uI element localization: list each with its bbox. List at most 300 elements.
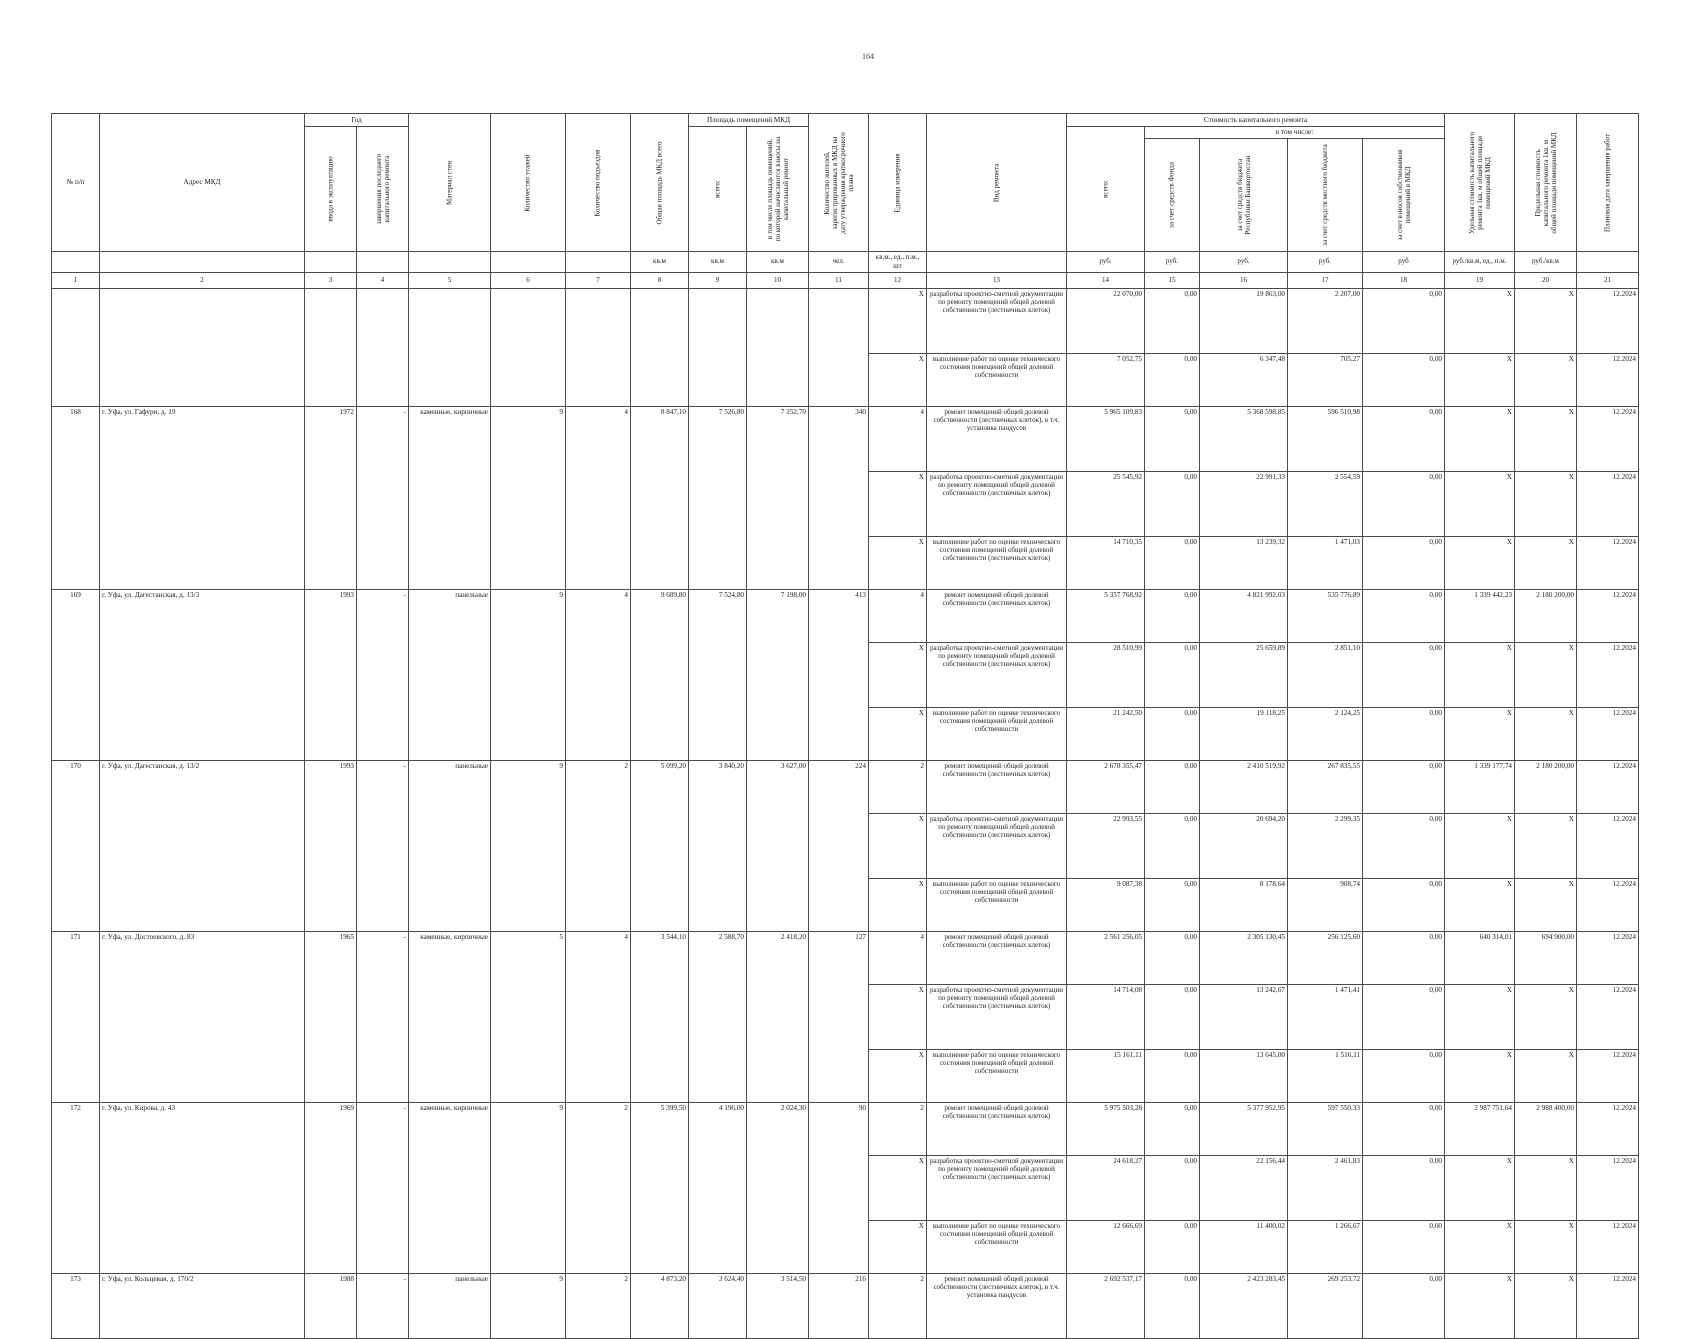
- work-unit: X: [869, 642, 927, 707]
- header-cost-total: всего:: [1067, 127, 1145, 252]
- cost-fund: 0,00: [1145, 288, 1200, 353]
- unit-cost: X: [1445, 288, 1515, 353]
- wall-material: каменные, кирпичные: [409, 1102, 491, 1273]
- house-number: 171: [52, 931, 100, 1102]
- cost-republic: 5 368 598,85: [1200, 406, 1288, 471]
- wall-material: панельные: [409, 1273, 491, 1338]
- house-address: г. Уфа, ул. Кирова, д. 43: [100, 1102, 305, 1273]
- cost-republic: 6 347,48: [1200, 353, 1288, 406]
- work-unit: 4: [869, 931, 927, 984]
- year-last-repair: -: [357, 406, 409, 589]
- limit-cost: X: [1515, 1049, 1577, 1102]
- premises-owned: 2 024,30: [747, 1102, 809, 1273]
- cost-total: 28 510,99: [1067, 642, 1145, 707]
- work-name: ремонт помещений общей долевой собственности (лестничных клеток): [927, 1102, 1067, 1155]
- column-number: 7: [566, 272, 631, 288]
- cost-owners: 0,00: [1363, 288, 1445, 353]
- floors-count: 5: [491, 931, 566, 1102]
- header-entrances: Количество подъездов: [566, 114, 631, 252]
- year-commission: 1993: [305, 760, 357, 931]
- header-year-last-repair: завершения последнего капитального ремонта: [357, 127, 409, 252]
- house-address: г. Уфа, ул. Достоевского, д. 83: [100, 931, 305, 1102]
- header-wall-material: Материал стен: [409, 114, 491, 252]
- house-number: 168: [52, 406, 100, 589]
- plan-date: 12.2024: [1577, 288, 1639, 353]
- residents-count: 127: [809, 931, 869, 1102]
- column-number: 12: [869, 272, 927, 288]
- work-unit: 2: [869, 1102, 927, 1155]
- work-name: выполнение работ по оценке технического состояния помещений общей долевой собственности: [927, 1220, 1067, 1273]
- table-row: [52, 406, 1639, 471]
- cost-fund: 0,00: [1145, 760, 1200, 813]
- premises-total: 7 526,80: [689, 406, 747, 589]
- cost-fund: 0,00: [1145, 984, 1200, 1049]
- cost-total: 22 993,55: [1067, 813, 1145, 878]
- cost-total: 7 052,75: [1067, 353, 1145, 406]
- cost-local: 535 776,89: [1288, 589, 1363, 642]
- plan-date: 12.2024: [1577, 1049, 1639, 1102]
- column-number: 6: [491, 272, 566, 288]
- cost-total: 22 070,00: [1067, 288, 1145, 353]
- house-address: г. Уфа, ул. Дагестанская, д. 13/2: [100, 760, 305, 931]
- cost-owners: 0,00: [1363, 406, 1445, 471]
- cost-fund: 0,00: [1145, 589, 1200, 642]
- cost-fund: 0,00: [1145, 471, 1200, 536]
- cost-fund: 0,00: [1145, 1102, 1200, 1155]
- header-unit: Единица измерения: [869, 114, 927, 252]
- cost-fund: 0,00: [1145, 353, 1200, 406]
- unit-cost: X: [1445, 984, 1515, 1049]
- cost-total: 12 666,69: [1067, 1220, 1145, 1273]
- work-unit: X: [869, 1220, 927, 1273]
- cost-owners: 0,00: [1363, 1102, 1445, 1155]
- unit-cost: X: [1445, 1049, 1515, 1102]
- year-commission: 1988: [305, 1273, 357, 1338]
- cost-local: 1 471,41: [1288, 984, 1363, 1049]
- cost-total: 2 678 355,47: [1067, 760, 1145, 813]
- column-number: 17: [1288, 272, 1363, 288]
- header-fund: за счет средств Фонда: [1145, 139, 1200, 252]
- limit-cost: X: [1515, 707, 1577, 760]
- entrances-count: 2: [566, 1273, 631, 1338]
- cost-local: 2 207,00: [1288, 288, 1363, 353]
- header-unit-cost: Удельная стоимость капитального ремонта 1кв. м общей площади помещений МКД: [1445, 114, 1515, 252]
- unit-cost: X: [1445, 1155, 1515, 1220]
- cost-local: 269 253,72: [1288, 1273, 1363, 1338]
- cost-republic: 25 659,89: [1200, 642, 1288, 707]
- year-last-repair: -: [357, 760, 409, 931]
- plan-date: 12.2024: [1577, 471, 1639, 536]
- year-commission: [305, 288, 357, 406]
- premises-total: 7 524,80: [689, 589, 747, 760]
- cost-owners: 0,00: [1363, 471, 1445, 536]
- cost-republic: 2 305 130,45: [1200, 931, 1288, 984]
- cost-owners: 0,00: [1363, 642, 1445, 707]
- unit-cost: X: [1445, 642, 1515, 707]
- residents-count: 216: [809, 1273, 869, 1338]
- year-last-repair: -: [357, 1102, 409, 1273]
- total-area: 4 873,20: [631, 1273, 689, 1338]
- cost-fund: 0,00: [1145, 406, 1200, 471]
- premises-total: 3 624,40: [689, 1273, 747, 1338]
- unit-republic: руб.: [1200, 252, 1288, 273]
- header-address: Адрес МКД: [100, 114, 305, 252]
- cost-republic: 13 239,32: [1200, 536, 1288, 589]
- house-number: 169: [52, 589, 100, 760]
- floors-count: 9: [491, 406, 566, 589]
- cost-republic: 13 242,67: [1200, 984, 1288, 1049]
- cost-republic: 22 156,44: [1200, 1155, 1288, 1220]
- table-row: [52, 1273, 1639, 1338]
- year-last-repair: -: [357, 1273, 409, 1338]
- cost-local: 596 510,98: [1288, 406, 1363, 471]
- column-number: 19: [1445, 272, 1515, 288]
- cost-total: 14 714,08: [1067, 984, 1145, 1049]
- column-number: 9: [689, 272, 747, 288]
- cost-total: 9 087,38: [1067, 878, 1145, 931]
- work-unit: X: [869, 353, 927, 406]
- unit-cost: 2 987 751,64: [1445, 1102, 1515, 1155]
- column-number: 21: [1577, 272, 1639, 288]
- header-limit-cost: Предельная стоимость капитального ремонта 1кв. м общей площади помещений МКД: [1515, 114, 1577, 252]
- entrances-count: 4: [566, 406, 631, 589]
- cost-local: 1 516,11: [1288, 1049, 1363, 1102]
- house-address: [100, 288, 305, 406]
- cost-fund: 0,00: [1145, 642, 1200, 707]
- unit-options: кв.м., ед., п.м., шт: [869, 252, 927, 273]
- year-last-repair: [357, 288, 409, 406]
- cost-fund: 0,00: [1145, 878, 1200, 931]
- unit-cost: 1 339 177,74: [1445, 760, 1515, 813]
- unit-cost-total: руб.: [1067, 252, 1145, 273]
- cost-local: 267 835,55: [1288, 760, 1363, 813]
- cost-republic: 8 178,64: [1200, 878, 1288, 931]
- unit-cost: X: [1445, 406, 1515, 471]
- year-last-repair: -: [357, 931, 409, 1102]
- header-premises-total: всего:: [689, 127, 747, 252]
- cost-local: 705,27: [1288, 353, 1363, 406]
- limit-cost: X: [1515, 813, 1577, 878]
- unit-cost: X: [1445, 471, 1515, 536]
- work-name: ремонт помещений общей долевой собственности (лестничных клеток): [927, 760, 1067, 813]
- plan-date: 12.2024: [1577, 1155, 1639, 1220]
- entrances-count: 2: [566, 760, 631, 931]
- limit-cost: X: [1515, 1220, 1577, 1273]
- unit-owners: руб: [1363, 252, 1445, 273]
- unit-cost: X: [1445, 707, 1515, 760]
- plan-date: 12.2024: [1577, 536, 1639, 589]
- plan-date: 12.2024: [1577, 406, 1639, 471]
- table-row: [52, 931, 1639, 984]
- cost-owners: 0,00: [1363, 984, 1445, 1049]
- work-name: разработка проектно-сметной документации по ремонту помещений общей долевой собственности (лестничных клеток): [927, 471, 1067, 536]
- unit-local: руб.: [1288, 252, 1363, 273]
- work-name: разработка проектно-сметной документации по ремонту помещений общей долевой собственности (лестничных клеток): [927, 642, 1067, 707]
- column-number: 8: [631, 272, 689, 288]
- limit-cost: X: [1515, 984, 1577, 1049]
- total-area: 9 689,80: [631, 589, 689, 760]
- work-unit: X: [869, 813, 927, 878]
- house-address: г. Уфа, ул. Кольцевая, д. 170/2: [100, 1273, 305, 1338]
- floors-count: 9: [491, 760, 566, 931]
- cost-local: 256 125,60: [1288, 931, 1363, 984]
- premises-owned: 7 252,70: [747, 406, 809, 589]
- unit-cost: 640 314,01: [1445, 931, 1515, 984]
- entrances-count: [566, 288, 631, 406]
- wall-material: [409, 288, 491, 406]
- cost-fund: 0,00: [1145, 536, 1200, 589]
- cost-owners: 0,00: [1363, 760, 1445, 813]
- work-name: разработка проектно-сметной документации по ремонту помещений общей долевой собственности (лестничных клеток): [927, 288, 1067, 353]
- cost-fund: 0,00: [1145, 1220, 1200, 1273]
- cost-owners: 0,00: [1363, 878, 1445, 931]
- unit-prem-owned: кв.м: [747, 252, 809, 273]
- work-unit: 4: [869, 589, 927, 642]
- unit-cost: X: [1445, 353, 1515, 406]
- house-number: 172: [52, 1102, 100, 1273]
- cost-owners: 0,00: [1363, 353, 1445, 406]
- work-unit: 2: [869, 760, 927, 813]
- column-number: 4: [357, 272, 409, 288]
- table-row: [52, 288, 1639, 353]
- limit-cost: X: [1515, 536, 1577, 589]
- limit-cost: X: [1515, 353, 1577, 406]
- header-year-group: Год: [305, 114, 409, 127]
- cost-total: 25 545,92: [1067, 471, 1145, 536]
- work-name: ремонт помещений общей долевой собственности (лестничных клеток): [927, 589, 1067, 642]
- cost-local: 1 266,67: [1288, 1220, 1363, 1273]
- plan-date: 12.2024: [1577, 984, 1639, 1049]
- cost-owners: 0,00: [1363, 1155, 1445, 1220]
- residents-count: 413: [809, 589, 869, 760]
- limit-cost: X: [1515, 1273, 1577, 1338]
- header-republic: за счет средств бюджета Республики Башкортостан: [1200, 139, 1288, 252]
- header-premises-group: Площадь помещений МКД: [689, 114, 809, 127]
- total-area: 5 399,50: [631, 1102, 689, 1273]
- floors-count: 9: [491, 1102, 566, 1273]
- house-address: г. Уфа, ул. Дагестанская, д. 13/3: [100, 589, 305, 760]
- header-work-type: Вид ремонта: [927, 114, 1067, 252]
- work-name: разработка проектно-сметной документации по ремонту помещений общей долевой собственности (лестничных клеток): [927, 813, 1067, 878]
- premises-owned: [747, 288, 809, 406]
- table-row: [52, 589, 1639, 642]
- unit-cost: X: [1445, 878, 1515, 931]
- cost-owners: 0,00: [1363, 589, 1445, 642]
- premises-owned: 3 514,50: [747, 1273, 809, 1338]
- cost-local: 1 471,03: [1288, 536, 1363, 589]
- header-plan-date: Плановая дата завершения работ: [1577, 114, 1639, 252]
- cost-fund: 0,00: [1145, 931, 1200, 984]
- residents-count: 90: [809, 1102, 869, 1273]
- premises-total: 4 196,00: [689, 1102, 747, 1273]
- work-unit: X: [869, 707, 927, 760]
- unit-area: кв.м: [631, 252, 689, 273]
- floors-count: [491, 288, 566, 406]
- limit-cost: 2 988 400,00: [1515, 1102, 1577, 1155]
- column-number: 16: [1200, 272, 1288, 288]
- work-unit: X: [869, 984, 927, 1049]
- unit-limit-cost: руб./кв.м: [1515, 252, 1577, 273]
- cost-fund: 0,00: [1145, 813, 1200, 878]
- work-unit: 2: [869, 1273, 927, 1338]
- cost-local: 908,74: [1288, 878, 1363, 931]
- cost-total: 2 692 537,17: [1067, 1273, 1145, 1338]
- year-commission: 1965: [305, 931, 357, 1102]
- work-name: выполнение работ по оценке технического состояния помещений общей долевой собственности (лестничных клеток): [927, 536, 1067, 589]
- plan-date: 12.2024: [1577, 642, 1639, 707]
- column-number: 15: [1145, 272, 1200, 288]
- cost-republic: 22 991,33: [1200, 471, 1288, 536]
- column-number: 3: [305, 272, 357, 288]
- unit-unit-cost: руб./кв.м, ед., п.м.: [1445, 252, 1515, 273]
- premises-total: 3 840,20: [689, 760, 747, 931]
- cost-local: 2 851,10: [1288, 642, 1363, 707]
- work-unit: X: [869, 471, 927, 536]
- repair-register-table: [51, 113, 1639, 1339]
- cost-republic: 11 400,02: [1200, 1220, 1288, 1273]
- cost-republic: 20 694,20: [1200, 813, 1288, 878]
- floors-count: 9: [491, 1273, 566, 1338]
- total-area: 3 544,10: [631, 931, 689, 1102]
- header-floors: Количество этажей: [491, 114, 566, 252]
- premises-total: 2 588,70: [689, 931, 747, 1102]
- premises-total: [689, 288, 747, 406]
- header-year-commission: ввода в эксплуатацию: [305, 127, 357, 252]
- work-unit: X: [869, 1155, 927, 1220]
- work-name: выполнение работ по оценке технического состояния помещений общей долевой собственности: [927, 878, 1067, 931]
- wall-material: каменные, кирпичные: [409, 931, 491, 1102]
- residents-count: [809, 288, 869, 406]
- year-commission: 1993: [305, 589, 357, 760]
- cost-local: 597 550,33: [1288, 1102, 1363, 1155]
- cost-republic: 2 410 519,92: [1200, 760, 1288, 813]
- cost-owners: 0,00: [1363, 813, 1445, 878]
- cost-republic: 19 118,25: [1200, 707, 1288, 760]
- work-unit: X: [869, 536, 927, 589]
- cost-local: 2 299,35: [1288, 813, 1363, 878]
- limit-cost: X: [1515, 878, 1577, 931]
- unit-fund: руб.: [1145, 252, 1200, 273]
- unit-cost: X: [1445, 813, 1515, 878]
- limit-cost: 694 900,00: [1515, 931, 1577, 984]
- unit-cost: 1 339 442,23: [1445, 589, 1515, 642]
- year-commission: 1969: [305, 1102, 357, 1273]
- plan-date: 12.2024: [1577, 760, 1639, 813]
- floors-count: 9: [491, 589, 566, 760]
- column-number: 14: [1067, 272, 1145, 288]
- year-last-repair: -: [357, 589, 409, 760]
- work-unit: X: [869, 288, 927, 353]
- wall-material: панельные: [409, 760, 491, 931]
- cost-owners: 0,00: [1363, 536, 1445, 589]
- unit-cost: X: [1445, 1220, 1515, 1273]
- header-premises-owned: в том числе площадь помещений, по которой начисляются взносы на капитальный ремонт: [747, 127, 809, 252]
- cost-total: 15 161,11: [1067, 1049, 1145, 1102]
- residents-count: 224: [809, 760, 869, 931]
- cost-republic: 2 423 283,45: [1200, 1273, 1288, 1338]
- column-number: 2: [100, 272, 305, 288]
- cost-owners: 0,00: [1363, 931, 1445, 984]
- cost-republic: 5 377 952,95: [1200, 1102, 1288, 1155]
- total-area: [631, 288, 689, 406]
- header-local: за счет средств местного бюджета: [1288, 139, 1363, 252]
- cost-owners: 0,00: [1363, 1273, 1445, 1338]
- total-area: 8 847,10: [631, 406, 689, 589]
- column-number: 18: [1363, 272, 1445, 288]
- limit-cost: 2 180 200,00: [1515, 760, 1577, 813]
- cost-total: 14 710,35: [1067, 536, 1145, 589]
- plan-date: 12.2024: [1577, 1273, 1639, 1338]
- column-number: 5: [409, 272, 491, 288]
- cost-local: 2 554,59: [1288, 471, 1363, 536]
- cost-total: 5 357 768,92: [1067, 589, 1145, 642]
- cost-fund: 0,00: [1145, 1049, 1200, 1102]
- work-name: разработка проектно-сметной документации по ремонту помещений общей долевой собственности (лестничных клеток): [927, 1155, 1067, 1220]
- wall-material: каменные, кирпичные: [409, 406, 491, 589]
- cost-local: 2 124,25: [1288, 707, 1363, 760]
- cost-republic: 4 821 992,03: [1200, 589, 1288, 642]
- work-unit: X: [869, 1049, 927, 1102]
- cost-republic: 13 645,00: [1200, 1049, 1288, 1102]
- header-total-area: Общая площадь МКД всего: [631, 114, 689, 252]
- plan-date: 12.2024: [1577, 589, 1639, 642]
- cost-total: 21 242,50: [1067, 707, 1145, 760]
- house-number: 170: [52, 760, 100, 931]
- unit-people: чел.: [809, 252, 869, 273]
- cost-owners: 0,00: [1363, 1220, 1445, 1273]
- plan-date: 12.2024: [1577, 813, 1639, 878]
- entrances-count: 4: [566, 931, 631, 1102]
- cost-fund: 0,00: [1145, 1273, 1200, 1338]
- house-number: [52, 288, 100, 406]
- cost-total: 5 965 109,83: [1067, 406, 1145, 471]
- plan-date: 12.2024: [1577, 353, 1639, 406]
- column-number: 11: [809, 272, 869, 288]
- table-row: [52, 1102, 1639, 1155]
- limit-cost: X: [1515, 288, 1577, 353]
- work-unit: 4: [869, 406, 927, 471]
- cost-fund: 0,00: [1145, 707, 1200, 760]
- unit-cost: X: [1445, 1273, 1515, 1338]
- limit-cost: 2 180 200,00: [1515, 589, 1577, 642]
- column-number: 13: [927, 272, 1067, 288]
- entrances-count: 2: [566, 1102, 631, 1273]
- limit-cost: X: [1515, 406, 1577, 471]
- cost-owners: 0,00: [1363, 707, 1445, 760]
- table-row: [52, 760, 1639, 813]
- cost-fund: 0,00: [1145, 1155, 1200, 1220]
- unit-cost: X: [1445, 536, 1515, 589]
- work-name: ремонт помещений общей долевой собственности (лестничных клеток), в т.ч. установка пандусов: [927, 406, 1067, 471]
- column-number: 10: [747, 272, 809, 288]
- house-address: г. Уфа, ул. Гафури, д. 19: [100, 406, 305, 589]
- plan-date: 12.2024: [1577, 1102, 1639, 1155]
- header-no: № п/п: [52, 114, 100, 252]
- column-number: 1: [52, 272, 100, 288]
- work-name: выполнение работ по оценке технического состояния помещений общей долевой собственности: [927, 707, 1067, 760]
- page-number: 164: [862, 52, 874, 61]
- work-name: разработка проектно-сметной документации по ремонту помещений общей долевой собственности (лестничных клеток): [927, 984, 1067, 1049]
- header-residents: Количество жителей, зарегистрированных в МКД на дату утверждения краткосрочного плана: [809, 114, 869, 252]
- limit-cost: X: [1515, 1155, 1577, 1220]
- cost-total: 5 975 503,28: [1067, 1102, 1145, 1155]
- header-cost-group: Стоимость капитального ремонта: [1067, 114, 1445, 127]
- cost-republic: 19 863,00: [1200, 288, 1288, 353]
- header-owners: за счет взносов собственников помещений в МКД: [1363, 139, 1445, 252]
- entrances-count: 4: [566, 589, 631, 760]
- premises-owned: 7 198,00: [747, 589, 809, 760]
- header-incl: в том числе:: [1145, 127, 1445, 139]
